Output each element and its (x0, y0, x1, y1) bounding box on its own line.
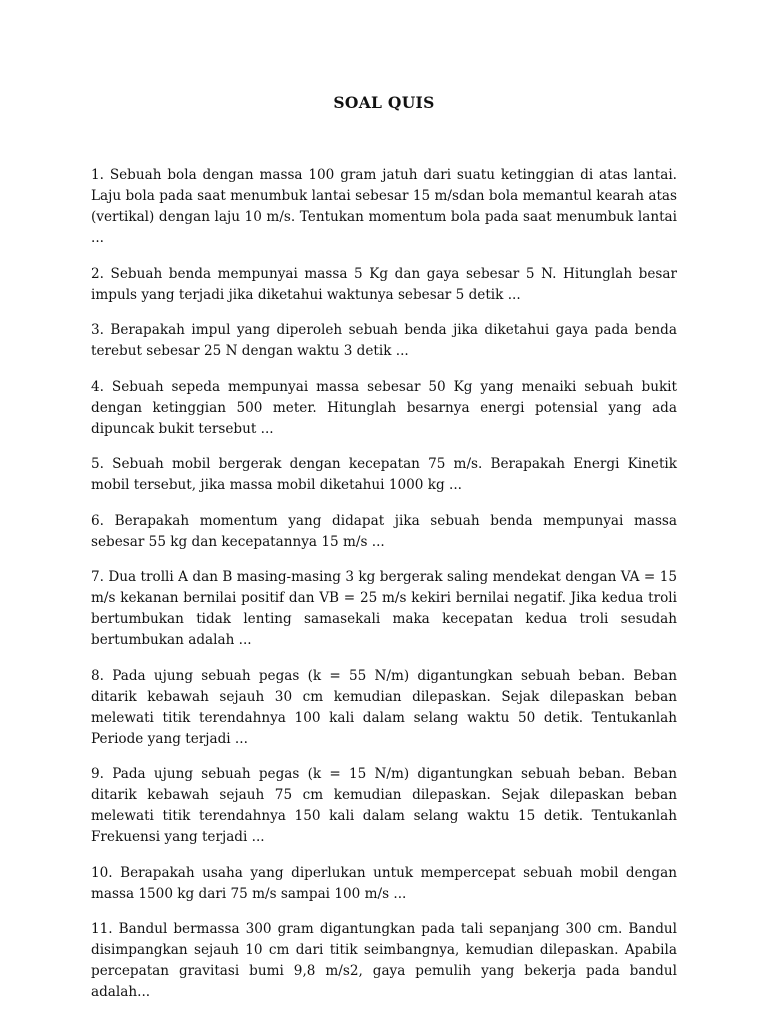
question-9: 9. Pada ujung sebuah pegas (k = 15 N/m) digantungkan sebuah beban. Beban ditarik kebawah sejauh 75 cm kemudian dilepaskan. Sejak dilepaskan beban melewati titik terendahnya 150 kali dalam selang waktu 15 detik. Tentukanlah Frekuensi yang terjadi ... (91, 766, 677, 845)
question-7: 7. Dua trolli A dan B masing-masing 3 kg bergerak saling mendekat dengan VA = 15 m/s kekanan bernilai positif dan VB = 25 m/s kekiri bernilai negatif. Jika kedua troli bertumbukan tidak lenting samasekali maka kecepatan kedua troli sesudah bertumbukan adalah ... (91, 569, 677, 648)
question-10: 10. Berapakah usaha yang diperlukan untuk mempercepat sebuah mobil dengan massa 1500 kg dari 75 m/s sampai 100 m/s ... (91, 864, 677, 902)
question-8: 8. Pada ujung sebuah pegas (k = 55 N/m) digantungkan sebuah beban. Beban ditarik kebawah sejauh 30 cm kemudian dilepaskan. Sejak dilepaskan beban melewati titik terendahnya 100 kali dalam selang waktu 50 detik. Tentukanlah Periode yang terjadi ... (91, 667, 677, 747)
question-2: 2. Sebuah benda mempunyai massa 5 Kg dan gaya sebesar 5 N. Hitunglah besar impuls yang terjadi jika diketahui waktunya sebesar 5 detik ... (91, 265, 677, 303)
question-3: 3. Berapakah impul yang diperoleh sebuah benda jika diketahui gaya pada benda terebut sebesar 25 N dengan waktu 3 detik ... (91, 322, 677, 359)
question-11: 11. Bandul bermassa 300 gram digantungkan pada tali sepanjang 300 cm. Bandul disimpangkan sejauh 10 cm dari titik seimbangnya, kemudian dilepaskan. Apabila percepatan gravitasi bumi 9,8 m/s2, gaya pemulih yang bekerja pada bandul adalah... (91, 921, 677, 1000)
question-1: 1. Sebuah bola dengan massa 100 gram jatuh dari suatu ketinggian di atas lantai. Laju bola pada saat menumbuk lantai sebesar 15 m/sdan bola memantul kearah atas (vertikal) dengan laju 10 m/s. Tentukan momentum bola pada saat menumbuk lantai ... (91, 167, 677, 246)
question-6: 6. Berapakah momentum yang didapat jika sebuah benda mempunyai massa sebesar 55 kg dan kecepatannya 15 m/s ... (91, 512, 677, 550)
document-title: SOAL QUIS (333, 93, 435, 112)
question-5: 5. Sebuah mobil bergerak dengan kecepatan 75 m/s. Berapakah Energi Kinetik mobil tersebut, jika massa mobil diketahui 1000 kg ... (91, 456, 677, 493)
question-4: 4. Sebuah sepeda mempunyai massa sebesar 50 Kg yang menaiki sebuah bukit dengan ketinggian 500 meter. Hitunglah besarnya energi potensial yang ada dipuncak bukit tersebut ... (91, 378, 677, 437)
